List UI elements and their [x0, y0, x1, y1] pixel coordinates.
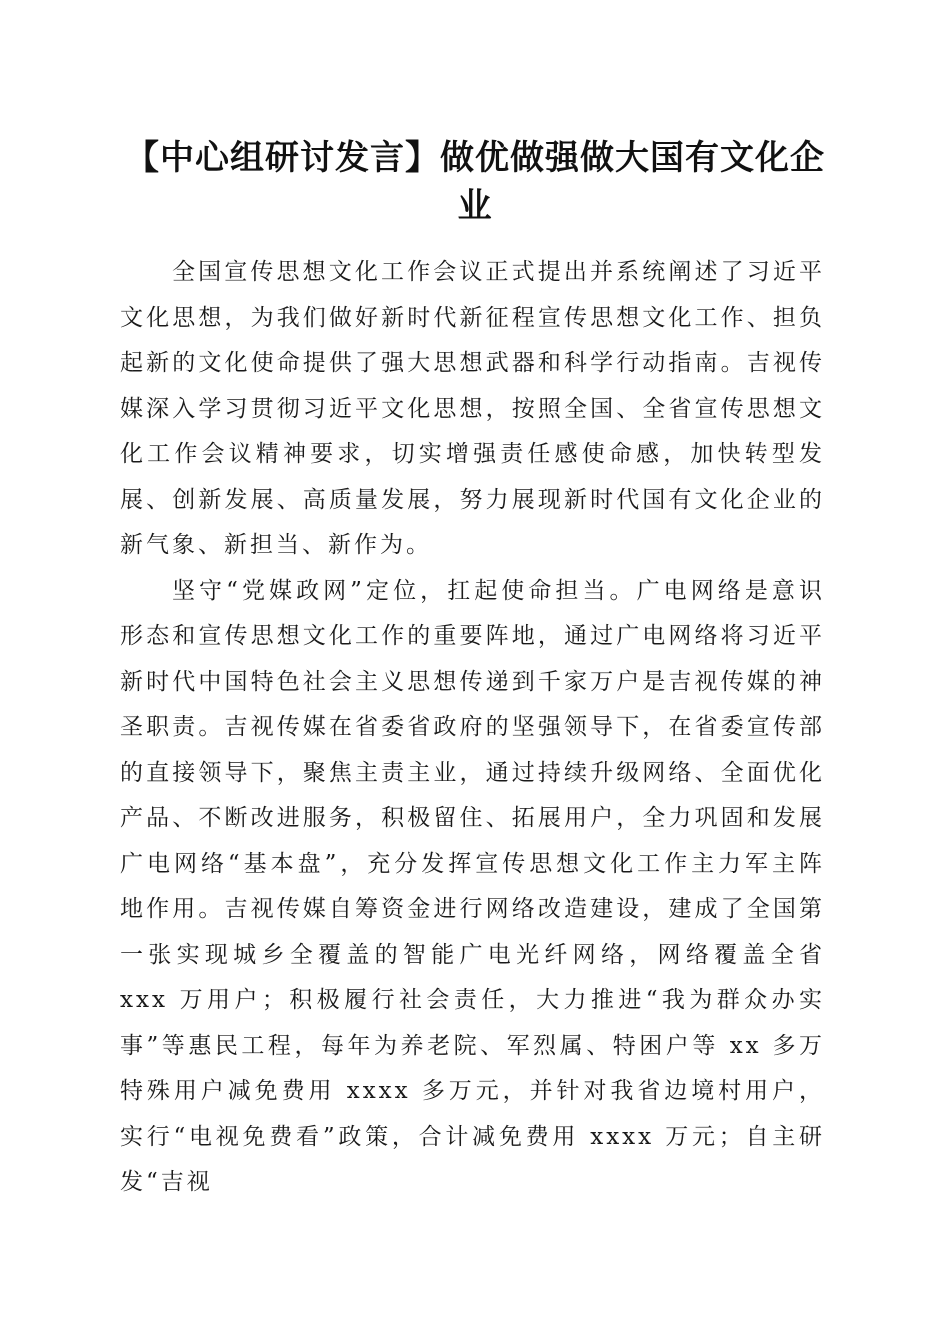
document-title: 【中心组研讨发言】做优做强做大国有文化企业 — [125, 138, 825, 226]
document-body — [120, 250, 825, 1206]
paragraph-intro: 全国宣传思想文化工作会议正式提出并系统阐述了习近平文化思想，为我们做好新时代新征程宣传思想文化工作、担负起新的文化使命提供了强大思想武器和科学行动指南。吉视传媒深入学习贯彻习近平文化思想，按照全国、全省宣传思想文化工作会议精神要求，切实增强责任感使命感，加快转型发展、创新发展、高质量发展，努力展现新时代国有文化企业的新气象、新担当、新作为。 — [120, 259, 825, 558]
paragraph-mission: 坚守“党媒政网”定位，扛起使命担当。广电网络是意识形态和宣传思想文化工作的重要阵地，通过广电网络将习近平新时代中国特色社会主义思想传递到千家万户是吉视传媒的神圣职责。吉视传媒在省委省政府的坚强领导下，在省委宣传部的直接领导下，聚焦主责主业，通过持续升级网络、全面优化产品、不断改进服务，积极留住、拓展用户，全力巩固和发展广电网络“基本盘”，充分发挥宣传思想文化工作主力军主阵地作用。吉视传媒自筹资金进行网络改造建设，建成了全国第一张实现城乡全覆盖的智能广电光纤网络，网络覆盖全省 xxx 万用户；积极履行社会责任，大力推进“我为群众办实事”等惠民工程，每年为养老院、军烈属、特困户等 xx 多万特殊用户减免费用 xxxx 多万元，并针对我省边境村用户，实行“电视免费看”政策，合计减免费用 xxxx 万元；自主研发“吉视 — [120, 577, 825, 1195]
